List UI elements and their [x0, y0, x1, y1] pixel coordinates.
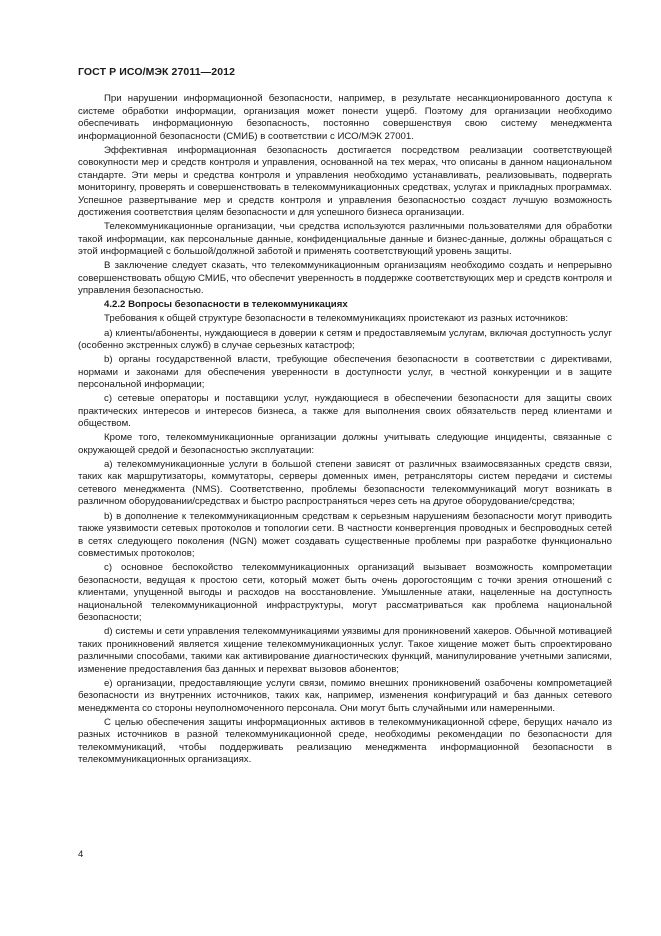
paragraph: Эффективная информационная безопасность достигается посредством реализации соответствующей совокупности мер и средств контроля и управления, основанной на тех мерах, что описаны в данном национальном стандарте. Эти меры и средства контроля и управления необходимо устанавливать, реализовывать, подвергать мониторингу, проверять и совершенствовать в телекоммуникационных средствах, услугах и прикладных программах. Успешное развертывание мер и средств контроля и управления безопасностью создаст лучшую возможность достижения соответствия целям безопасности и для успешного бизнеса организации. — [78, 144, 612, 219]
list-item: e) организации, предоставляющие услуги связи, помимо внешних проникновений озабочены компрометацией безопасности из внутренних источников, таких как, например, изменения конфигураций и баз данных сетевого менеджмента со стороны неуполномоченного персонала. Они могут быть случайными или намеренными. — [78, 677, 612, 714]
list-item: a) телекоммуникационные услуги в большой степени зависят от различных взаимосвязанных средств связи, таких как маршрутизаторы, коммутаторы, серверы доменных имен, ретрансляторы систем передачи и системы сетевого менеджмента (NMS). Соответственно, проблемы безопасности телекоммуникаций могут возникать в различном оборудовании/средствах и быстро распространяться через сеть на другое оборудование/средства; — [78, 458, 612, 508]
list-item: d) системы и сети управления телекоммуникациями уязвимы для проникновений хакеров. Обычной мотивацией таких проникновений является хищение телекоммуникационных услуг. Такое хищение может быть спроектировано различными способами, такими как активирование диагностических функций, манипулирование учетными записями, изменение предоставления баз данных и перехват вызовов абонентов; — [78, 626, 612, 675]
paragraph: В заключение следует сказать, что телекоммуникационным организациям необходимо создать и непрерывно совершенствовать общую СМИБ, что обеспечит уверенность в поддержке соответствующих мер и средств контроля и управления безопасностью. — [78, 260, 612, 297]
paragraph: Требования к общей структуре безопасности в телекоммуникациях проистекают из разных источников: — [104, 313, 569, 325]
page-number: 4 — [78, 849, 84, 860]
paragraph: Телекоммуникационные организации, чьи средства используются различными пользователями для обработки такой информации, как персональные данные, конфиденциальные данные и бизнес-данные, должны обращаться с этой информацией с большой/должной заботой и применять соответствующий уровень защиты. — [78, 221, 612, 258]
section-heading: 4.2.2 Вопросы безопасности в телекоммуникациях — [104, 299, 348, 311]
paragraph: С целью обеспечения защиты информационных активов в телекоммуникационной сфере, берущих начало из разных источников в разной телекоммуникационной среде, необходимы рекомендации по безопасности для телекоммуникаций, чтобы поддерживать реализацию менеджмента информационной безопасности в телекоммуникационных организациях. — [78, 716, 612, 766]
paragraph: При нарушении информационной безопасности, например, в результате несанкционированного доступа к системе обработки информации, организация может понести ущерб. Поэтому для организации необходимо обеспечивать информационную безопасность, постоянно совершенствуя свою систему менеджмента информационной безопасности (СМИБ) в соответствии с ИСО/МЭК 27001. — [78, 93, 612, 142]
list-item: c) основное беспокойство телекоммуникационных организаций вызывает возможность компрометации безопасности, ведущая к простою сети, который может быть очень дорогостоящим с точки зрения отношений с клиентами, упущенной выгоды и расходов на восстановление. Умышленные атаки, нацеленные на доступность национальной телекоммуникационной инфраструктуры, могут рассматриваться как проблема национальной безопасности; — [78, 562, 612, 624]
running-header: ГОСТ Р ИСО/МЭК 27011—2012 — [78, 66, 236, 78]
body-text — [78, 93, 612, 769]
paragraph: Кроме того, телекоммуникационные организации должны учитывать следующие инциденты, связанные с окружающей средой и безопасностью эксплуатации: — [78, 432, 612, 456]
list-item: a) клиенты/абоненты, нуждающиеся в доверии к сетям и предоставляемым услугам, включая доступность услуг (особенно экстренных служб) в случае серьезных катастроф; — [78, 327, 612, 352]
list-item: c) сетевые операторы и поставщики услуг, нуждающиеся в обеспечении безопасности для защиты своих практических интересов и интересов бизнеса, а также для выполнения своих обязательств перед клиентами и обществом. — [78, 393, 612, 430]
list-item: b) в дополнение к телекоммуникационным средствам к серьезным нарушениям безопасности могут приводить также уязвимости сетевых протоколов и топологии сети. В частности конвергенция проводных и беспроводных сетей в сетях следующего поколения (NGN) может создавать существенные проблемы при разработке функционально совместимых протоколов; — [78, 510, 612, 560]
list-item: b) органы государственной власти, требующие обеспечения безопасности в соответствии с директивами, нормами и законами для обеспечения уверенности в доступности услуг, в честной конкуренции и в защите персональной информации; — [78, 354, 612, 391]
